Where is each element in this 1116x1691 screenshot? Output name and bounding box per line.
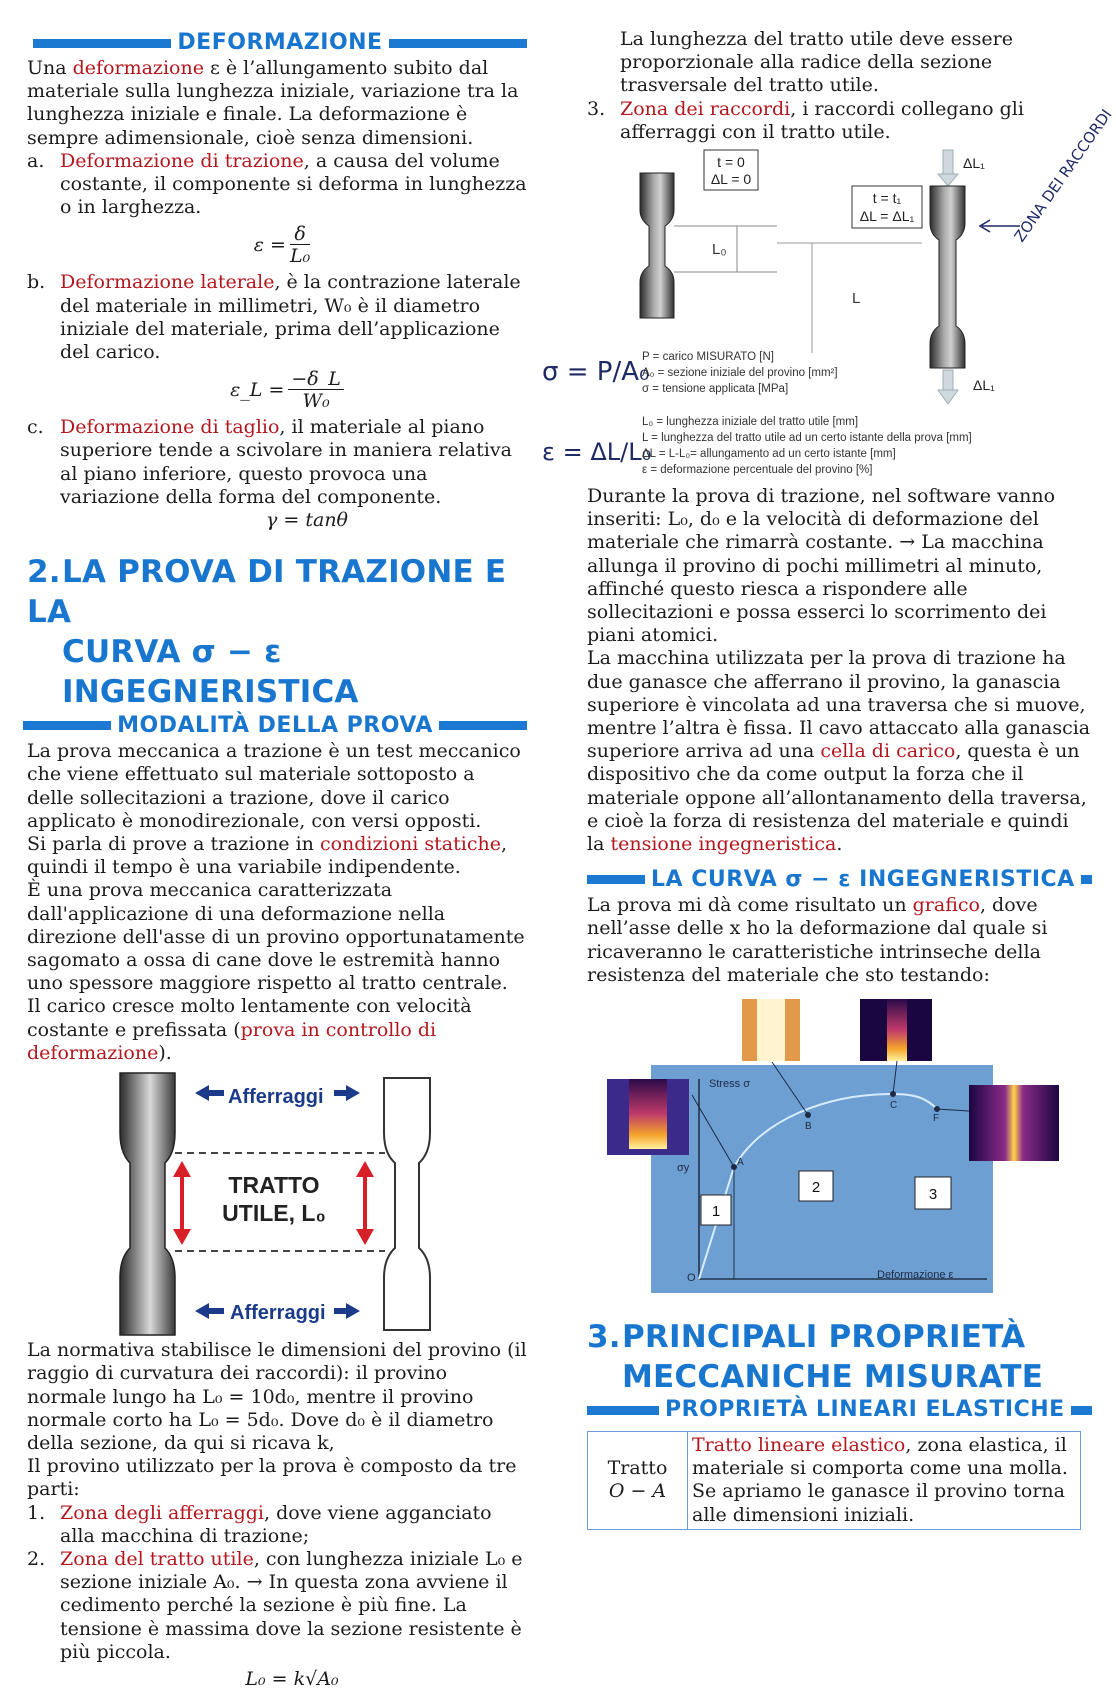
text: , i raccordi collegano gli afferraggi con il tratto utile. [620,97,1024,143]
text: Una [27,57,73,79]
table-row [588,1432,1081,1530]
paragraph: Il provino utilizzato per la prova è composto da tre parti: [27,1455,517,1501]
label: ΔL = ΔL₁ [859,208,915,225]
term: grafico [912,894,980,917]
list-item-2 [27,1548,527,1664]
label-utile: UTILE, L₀ [222,1200,326,1227]
denominator: W₀ [302,389,330,412]
label: ΔL = 0 [710,171,752,188]
paragraph: La normativa stabilisce le dimensioni del provino (il raggio di curvatura dei raccordi): il provino normale lungo ha L₀ = 10d₀, mentre il provino normale corto ha L₀ = 5d₀. Dove d₀ è il diametro della sezione, da qui si ricava k, [27,1339,527,1454]
term: tensione ingegneristica [610,833,837,856]
properties-table [587,1431,1081,1530]
title-line: MECCANICHE MISURATE [622,1359,1044,1396]
list-text [60,150,527,220]
label-dl-bottom: ΔL₁ [973,377,995,394]
list-text [620,98,1092,144]
arrow-left-icon [195,1303,224,1319]
hand-zone-label: ZONA DEI RACCORDI [1010,105,1116,246]
text: . [836,833,843,856]
red-arrow-up-icon [356,1161,374,1177]
list-marker: 1. [27,1501,46,1524]
legend [642,351,972,476]
formula-lhs: ε_L = [230,378,285,401]
list-item-b [27,271,527,364]
heading-curva [587,864,1092,894]
term: prova in controllo di deformazione [27,1018,437,1064]
text: , zona elastica, il materiale si comporta come una molla. Se apriamo le ganasce il provino torna alle dimensioni iniziali. [692,1434,1068,1526]
paragraph [27,879,527,1065]
text: Si parla di prove a trazione in [27,833,320,856]
heading-label: MODALITÀ DELLA PROVA [117,712,433,738]
thermal-image [969,1085,1059,1161]
term: Zona del tratto utile [60,1547,254,1570]
term: Zona dei raccordi [620,97,791,120]
text: , questa è un dispositivo che da come output la forza che il materiale oppone all’allontanamento della traversa, e cioè la forza di resistenza del materiale e quindi la [587,740,1087,856]
fraction [290,224,310,267]
text: , dove viene agganciato alla macchina di trazione; [60,1501,492,1547]
phase-label-2: 2 [811,1179,821,1197]
heading-bar [389,39,527,48]
list-item-1 [27,1502,527,1548]
red-arrow-down-icon [356,1229,374,1245]
formula-k: L₀ = k√A₀ [245,1667,339,1690]
heading-bar [439,721,527,730]
point-a-label: A [737,1157,744,1169]
specimen-initial [640,173,674,318]
term: Deformazione di trazione [60,149,304,172]
fraction [288,369,343,412]
legend-item: A₀ = sezione iniziale del provino [mm²] [642,367,838,380]
table-cell-label [588,1432,688,1530]
figure-stress-strain [587,999,1092,1299]
section-number: 2. [27,554,61,591]
list-marker: c. [27,416,44,439]
heading-bar [23,721,111,730]
title-line: LA PROVA DI TRAZIONE E LA [27,554,507,631]
arrow-right-icon [334,1303,360,1319]
stress-strain-svg [587,999,1092,1299]
section-number: 3. [587,1319,621,1356]
right-column [542,28,1116,1530]
legend-item: σ = tensione applicata [MPa] [642,383,789,396]
heading-bar [1081,875,1092,884]
specimen-solid [120,1073,175,1335]
list-text [60,271,527,364]
label-afferraggi-top: Afferraggi [228,1086,324,1109]
numerator: −δ_L [288,369,343,390]
list-marker: 3. [587,97,606,120]
legend-item: L₀ = lunghezza iniziale del tratto utile [mm] [642,416,859,429]
legend-item: ΔL = L-L₀= allungamento ad un certo istante [mm] [642,448,896,461]
list-text [60,416,527,509]
heading-bar [587,1406,659,1415]
label-dl-top: ΔL₁ [963,155,985,172]
red-arrow-up-icon [173,1161,191,1177]
paragraph: La lunghezza del tratto utile deve essere proporzionale alla radice della sezione trasversale del tratto utile. [620,28,1013,97]
arrow-down-icon [938,390,958,404]
label-l0: L₀ [712,241,727,259]
section-3-title [587,1317,1092,1397]
paragraph [587,894,1092,987]
thermal-image-hot [629,1079,667,1149]
title-line: CURVA σ − ε INGEGNERISTICA [62,634,359,711]
list-text [60,1548,527,1664]
arrow-right-icon [334,1085,360,1101]
term: Deformazione di taglio [60,416,280,439]
label: t = t₁ [872,190,902,207]
text: , quindi il tempo è una variabile indipendente. [27,833,507,879]
heading-proprieta [587,1395,1092,1425]
cell-text: O − A [608,1480,667,1503]
term: deformazione [72,57,204,79]
label-l: L [852,290,861,308]
heading-bar [1071,1406,1092,1415]
y-axis-label: Stress σ [709,1078,751,1091]
list-marker: b. [27,271,46,294]
label-tratto: TRATTO [228,1172,320,1199]
list-item-3 [587,98,1092,144]
hand-sigma: σ = P/A₀ [542,357,650,388]
text: La prova mi dà come risultato un [587,894,913,917]
formula-shear: γ = tanθ [266,509,348,532]
x-axis-label: Deformazione ε [877,1269,954,1282]
sigma-y-label: σy [677,1162,690,1175]
text: È una prova meccanica caratterizzata dall'applicazione di una deformazione nella direzione dell'asse di un provino opportunatamente sagomato a ossa di cane dove le estremità hanno uno spessore maggiore rispetto al tratto centrale. Il carico cresce molto lentamente con velocità costante e prefissata ( [27,879,525,1041]
figure-specimen [27,1073,527,1335]
point-c-label: C [890,1100,898,1112]
label-afferraggi-bottom: Afferraggi [230,1302,326,1325]
legend-item: P = carico MISURATO [N] [642,351,774,364]
point-f-label: F [933,1113,940,1125]
specimen-svg [27,1073,527,1335]
origin-label: O [687,1272,696,1285]
paragraph: La prova meccanica a trazione è un test meccanico che viene effettuato sul materiale sottoposto a delle sollecitazioni a trazione, dove il carico applicato è monodirezionale, con versi opposti. [27,740,521,832]
hand-epsilon: ε = ΔL/L₀ [542,438,652,467]
heading-bar [587,875,645,884]
text: , il materiale al piano superiore tende a scivolare in maniera relativa al piano inferiore, questo provoca una variazione della forma del componente. [60,416,512,508]
term: Tratto lineare elastico [692,1434,906,1457]
paragraph [27,833,527,879]
formula-strain [27,219,527,271]
list-marker: 2. [27,1547,46,1570]
cell-text: Tratto [607,1457,668,1480]
point-b-label: B [805,1121,812,1133]
term: Zona degli afferraggi [60,1501,264,1524]
paragraph [587,647,1092,856]
formula-lateral [27,364,527,416]
text: ε è l’allungamento subito dal materiale sulla lunghezza iniziale, variazione tra la lunghezza iniziale e finale. La deformazione è sempre adimensionale, cioè senza dimensioni. [27,57,519,149]
term: cella di carico [820,740,956,763]
legend-item: ε = deformazione percentuale del provino [%] [642,464,873,477]
table-cell-desc [688,1432,1081,1530]
specimen-stretched [930,186,965,368]
list-item-a [27,150,527,220]
arrow-down-icon [938,174,958,186]
text: , dove nell’asse delle x ho la deformazione dal quale si ricaveranno le caratteristiche intrinseche della resistenza del materiale che sto testando: [587,894,1048,986]
paragraph-intro [27,57,527,150]
title-line: PRINCIPALI PROPRIETÀ [622,1319,1026,1356]
heading-modalita [23,710,527,740]
heading-deformazione [27,28,527,58]
list-item-c [27,416,527,509]
text: La macchina utilizzata per la prova di trazione ha due ganasce che afferrano il provino, la ganascia superiore è vincolata ad una traversa che si muove, mentre l’altra è fissa. Il cavo attaccato alla ganascia superiore arriva ad una [587,647,1091,763]
thermal-image-hot [887,999,907,1061]
load-arrow-shaft [943,370,953,392]
phase-label-3: 3 [928,1186,938,1204]
heading-label: LA CURVA σ − ε INGEGNERISTICA [651,866,1075,892]
list-text [60,1502,527,1548]
red-arrow-down-icon [173,1229,191,1245]
legend-item: L = lunghezza del tratto utile ad un certo istante della prova [mm] [642,432,972,445]
heading-label: DEFORMAZIONE [177,30,383,56]
term: condizioni statiche [319,833,501,856]
term: Deformazione laterale [60,271,275,294]
list-marker: a. [27,149,45,172]
thermal-image-hot [757,999,785,1061]
text: , a causa del volume costante, il componente si deforma in lunghezza o in larghezza. [60,149,527,219]
denominator: L₀ [289,244,311,267]
section-2-title [27,552,527,712]
paragraph: Durante la prova di trazione, nel software vanno inseriti: L₀, d₀ e la velocità di deformazione del materiale che rimarrà costante. → La macchina allunga il provino di pochi millimetri al minuto, affinché questo riesca a rispondere alle sollecitazioni e possa esserci lo scorrimento dei piani atomici. [587,485,1056,647]
label: t = 0 [717,154,745,171]
text: ). [158,1041,172,1064]
specimen-outline [384,1078,430,1330]
heading-label: PROPRIETÀ LINEARI ELASTICHE [665,1397,1065,1423]
text: , con lunghezza iniziale L₀ e sezione iniziale A₀. → In questa zona avviene il cedimento perché la sezione è più fine. La tensione è massima dove la sezione resistente è più piccola. [60,1547,523,1663]
numerator: δ [290,224,310,245]
left-column [27,28,527,1691]
formula-lhs: ε = [253,233,286,256]
arrow-left-icon [195,1085,224,1101]
phase-label-1: 1 [711,1203,721,1221]
text: , è la contrazione laterale del materiale in millimetri, W₀ è il diametro iniziale del materiale, prima dell’applicazione del carico. [60,271,521,364]
heading-bar [33,39,171,48]
